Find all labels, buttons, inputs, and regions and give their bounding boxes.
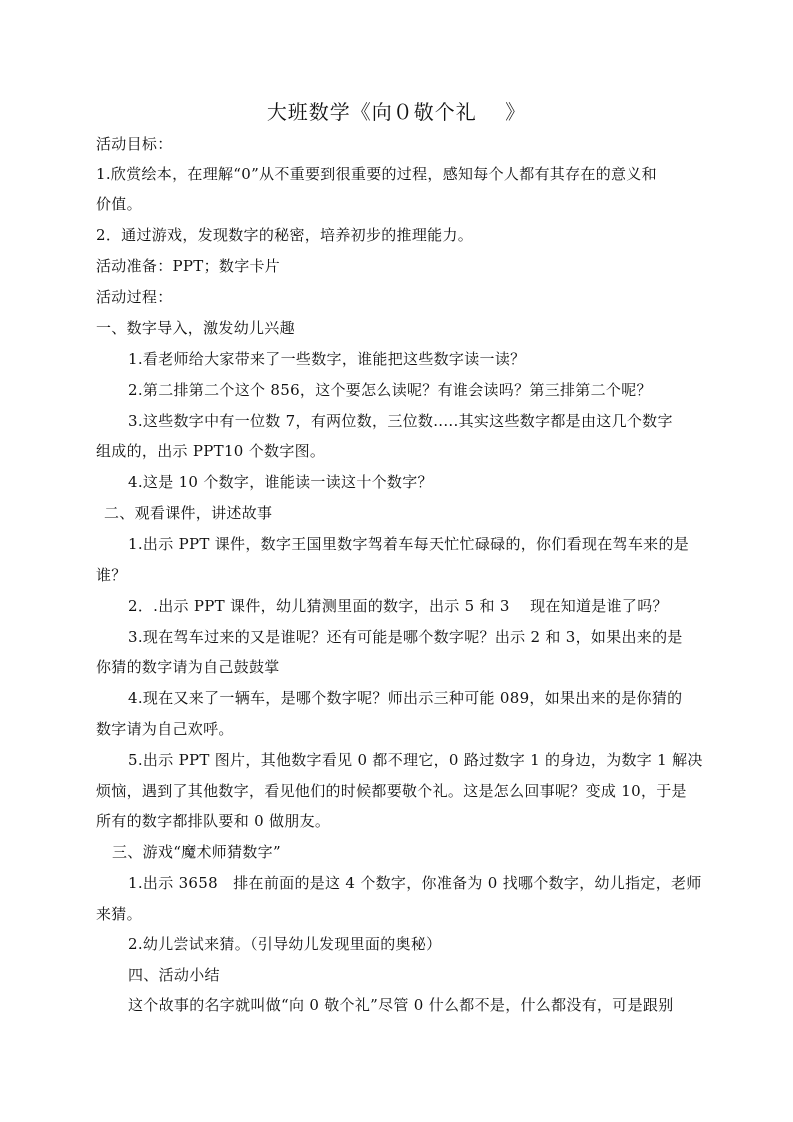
paragraph-line: 1.出示 3658 排在前面的是这 4 个数字，你准备为 0 找哪个数字，幼儿指定，老师	[128, 874, 702, 892]
paragraph-line: 2．通过游戏，发现数字的秘密，培养初步的推理能力。	[96, 226, 474, 244]
paragraph-line: 1.欣赏绘本，在理解“0”从不重要到很重要的过程，感知每个人都有其存在的意义和	[96, 165, 657, 183]
paragraph-line: 3.这些数字中有一位数 7，有两位数，三位数.....其实这些数字都是由这几个数字	[128, 412, 673, 430]
paragraph-line: 这个故事的名字就叫做“向 0 敬个礼”尽管 0 什么都不是，什么都没有，可是跟别	[128, 996, 674, 1014]
section-heading-process: 活动过程：	[96, 288, 173, 306]
subsection-heading: 一、数字导入，激发幼儿兴趣	[96, 319, 295, 337]
document-title: 大班数学《向０敬个礼 》	[266, 100, 527, 124]
subsection-heading: 四、活动小结	[128, 966, 220, 984]
subsection-heading: 三、游戏“魔术师猜数字”	[112, 843, 281, 861]
paragraph-line: 2.第二排第二个这个 856，这个要怎么读呢？有谁会读吗？第三排第二个呢？	[128, 381, 652, 399]
paragraph-line: 3.现在驾车过来的又是谁呢？还有可能是哪个数字呢？出示 2 和 3，如果出来的是	[128, 628, 683, 646]
paragraph-line: 价值。	[96, 195, 142, 213]
paragraph-line: 数字请为自己欢呼。	[96, 720, 234, 738]
paragraph-line: 组成的，出示 PPT10 个数字图。	[96, 442, 326, 460]
section-heading-preparation: 活动准备：PPT；数字卡片	[96, 257, 281, 275]
paragraph-line: 你猜的数字请为自己鼓鼓掌	[96, 658, 280, 676]
paragraph-line: 2.幼儿尝试来猜。（引导幼儿发现里面的奥秘）	[128, 935, 442, 953]
paragraph-line: 4.这是 10 个数字，谁能读一读这十个数字？	[128, 473, 433, 491]
paragraph-line: 5.出示 PPT 图片，其他数字看见 0 都不理它，0 路过数字 1 的身边，为数字 1 解决	[128, 751, 703, 769]
paragraph-line: 来猜。	[96, 905, 142, 923]
paragraph-line: 1.出示 PPT 课件，数字王国里数字驾着车每天忙忙碌碌的，你们看现在驾车来的是	[128, 535, 690, 553]
paragraph-line: 谁？	[96, 566, 127, 584]
paragraph-line: 1.看老师给大家带来了一些数字，谁能把这些数字读一读？	[128, 350, 526, 368]
paragraph-line: 所有的数字都排队要和 0 做朋友。	[96, 812, 331, 830]
paragraph-line: 2．.出示 PPT 课件，幼儿猜测里面的数字，出示 5 和 3 现在知道是谁了吗？	[128, 597, 668, 615]
paragraph-line: 4.现在又来了一辆车，是哪个数字呢？师出示三种可能 089，如果出来的是你猜的	[128, 689, 683, 707]
subsection-heading: 二、观看课件，讲述故事	[104, 504, 273, 522]
section-heading-goals: 活动目标：	[96, 135, 173, 153]
paragraph-line: 烦恼，遇到了其他数字，看见他们的时候都要敬个礼。这是怎么回事呢？变成 10，于是	[96, 782, 687, 800]
